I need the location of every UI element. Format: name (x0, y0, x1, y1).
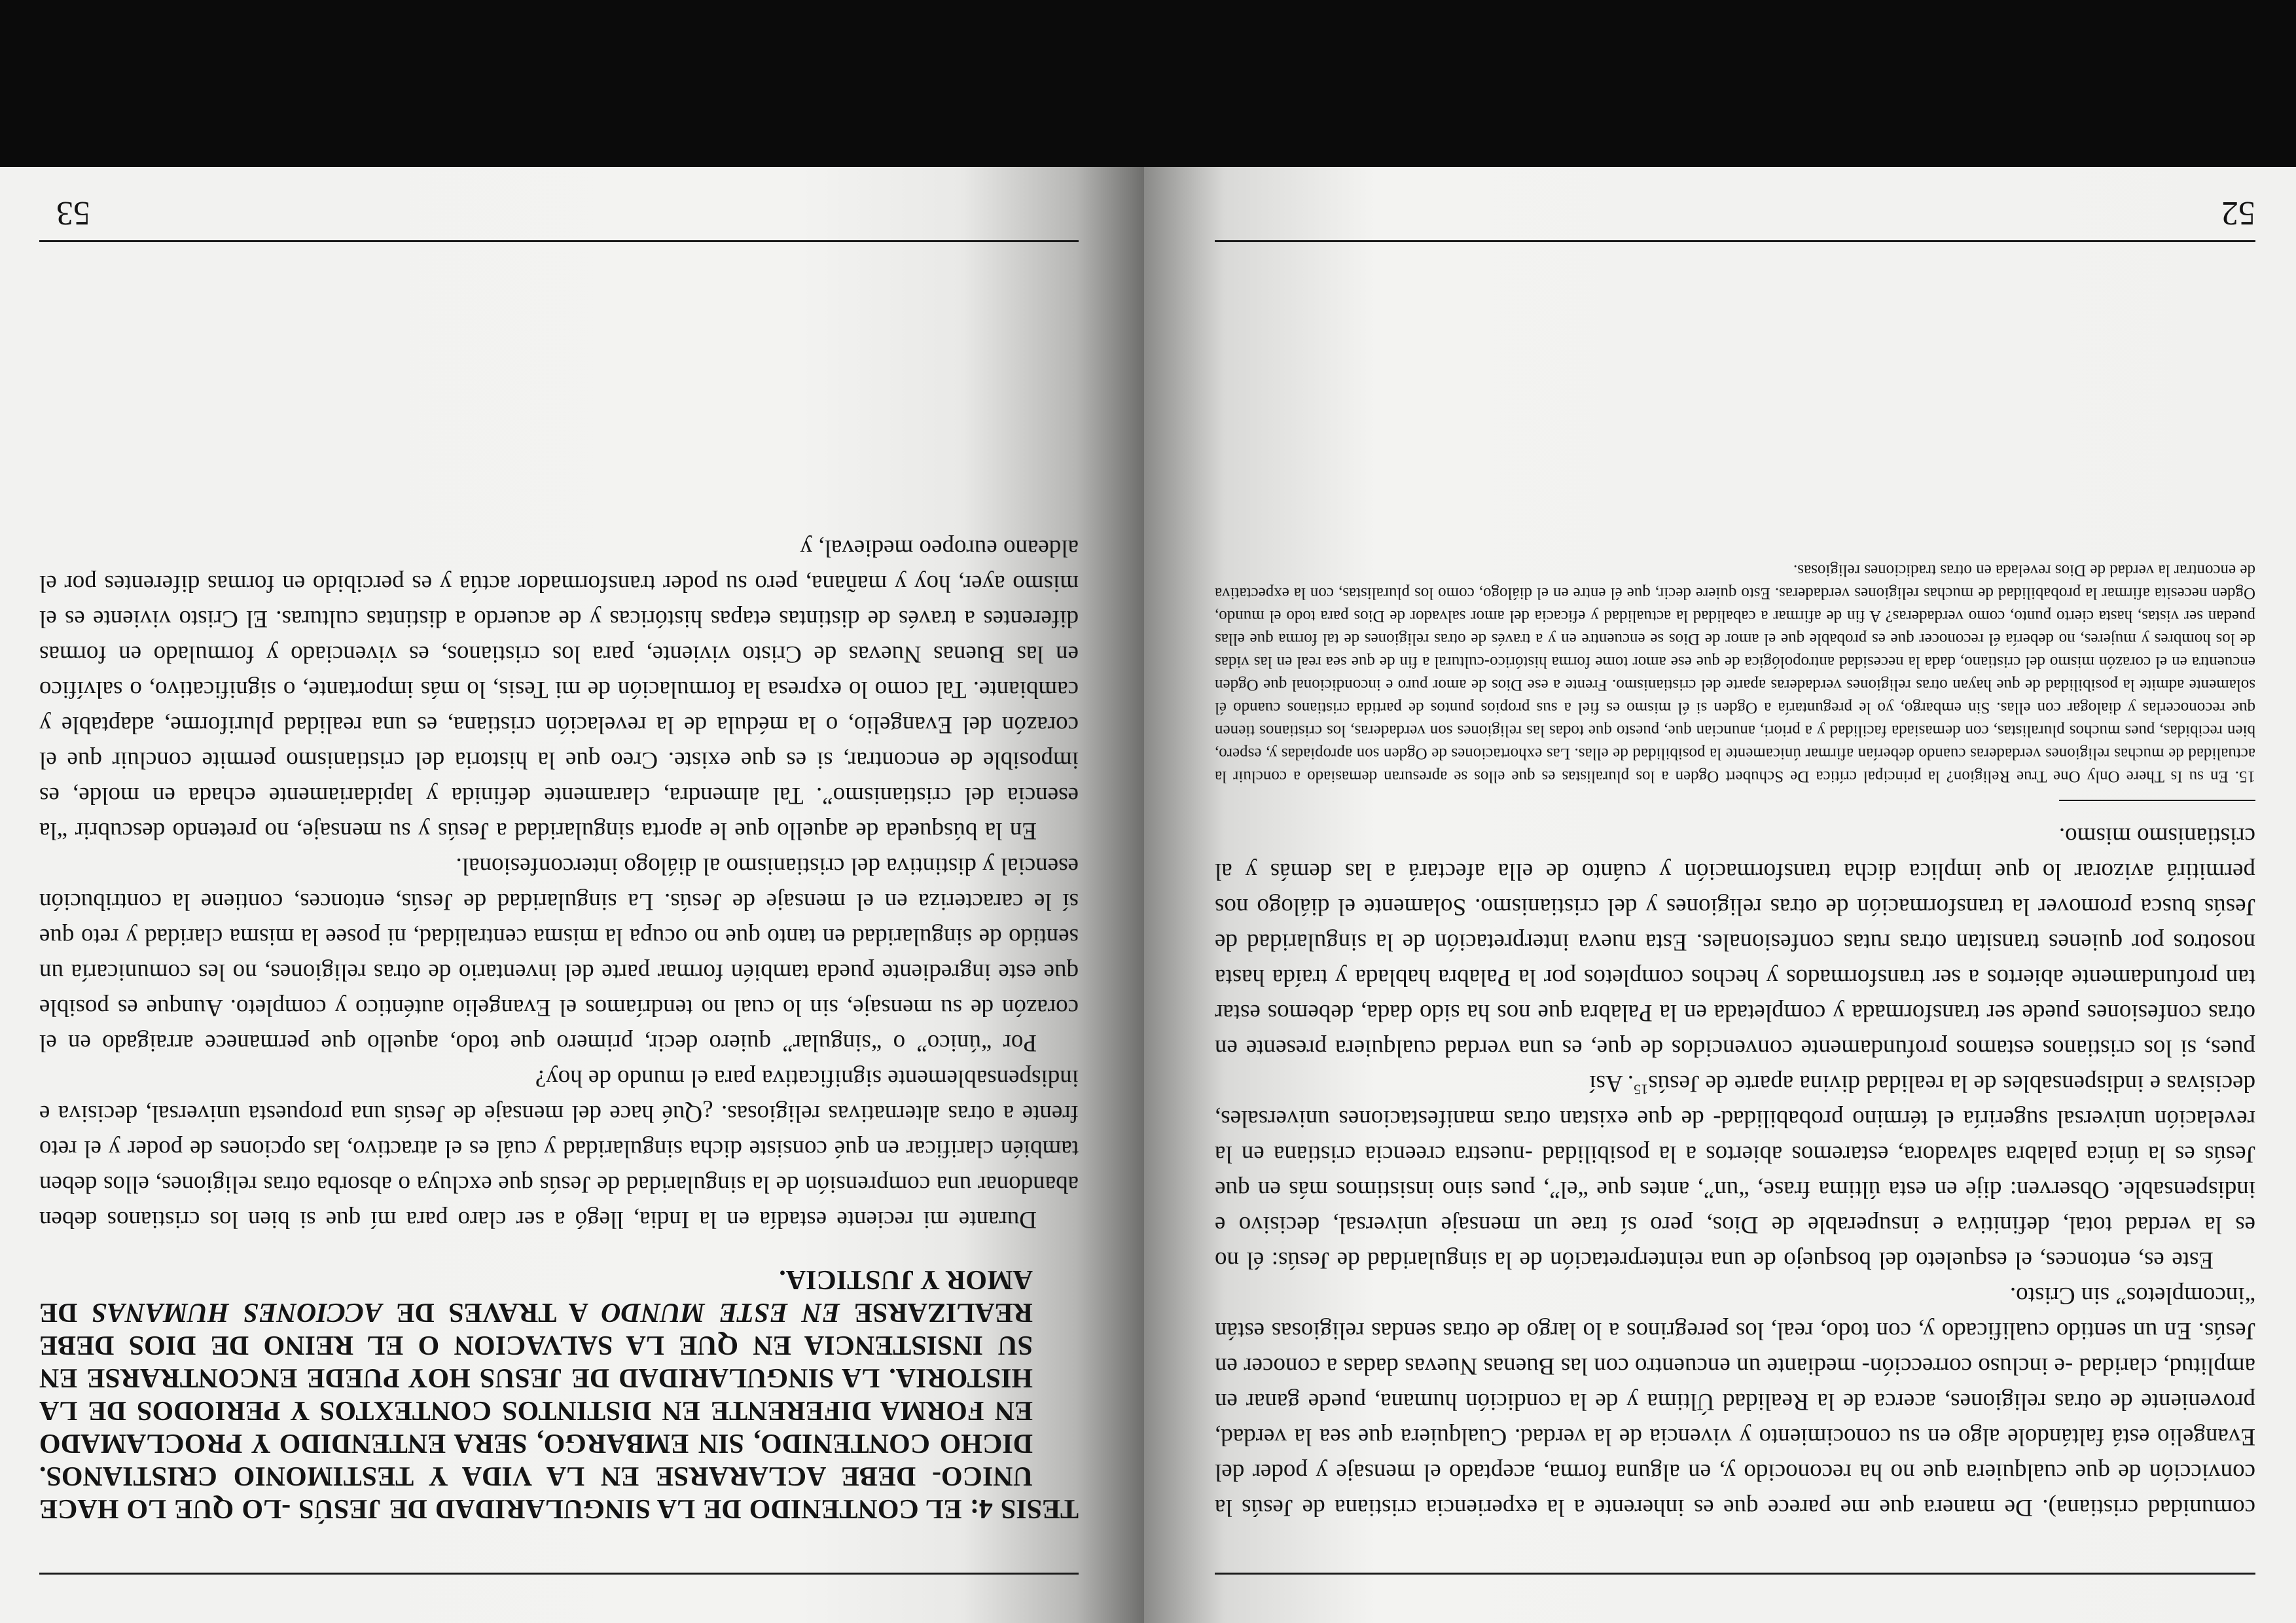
thesis-label: TESIS 4: (969, 1493, 1079, 1524)
paragraph: comunidad cristiana). De manera que me parece que es inherente a la experiencia cristiana de Jesús la convicción de que cualquiera que no ha reconocido y, en alguna forma, aceptado el mensaje y poder del Evangelio está faltándole algo en su conocimiento y vivencia de la verdad. Cualquiera que sea la verdad, proveniente de otras religiones, acerca de la Realidad Última y de la condición humana, puede ganar en amplitud, claridad -e incluso corrección- mediante un encuentro con las Buenas Nuevas dadas a conocer en Jesús. En un sentido cualificado y, con todo, real, los peregrinos a lo largo de otras sendas religiosas están “incompletos” sin Cristo. (1215, 1282, 2255, 1521)
thesis-text: EL CONTENIDO DE LA SINGULARIDAD DE JESÚS -LO QUE LO HACE UNICO- DEBE ACLARARSE EN LA VIDA Y TESTIMONIO CRISTIANOS. DICHO CONTENIDO, SIN EMBARGO, SERA ENTENDIDO Y PROCLAMADO EN FORMA DIFERENTE EN DISTINTOS CONTEXTOS Y PERIODOS DE LA HISTORIA. LA SINGULARIDAD DE JESUS HOY PUEDE ENCONTRARSE EN SU INSISTENCIA EN QUE LA SALVACION O EL REINO DE DIOS DEBE REALIZARSE (39, 1297, 1033, 1524)
bottom-rule (39, 240, 1079, 242)
footnote-rule (2059, 800, 2255, 801)
thesis-emphasis: ACCIONES HUMANAS (91, 1297, 382, 1327)
paragraph: Durante mi reciente estadía en la India, llegó a ser claro para mí que si bien los cristianos deben abandonar una comprensión de la singularidad de Jesús que excluya o absorba otras religiones, ellos deben también clarificar en qué consiste dicha singularidad y cuál es el atractivo, las opciones de poder y el reto frente a otras alternativas religiosas. ¿Qué hace del mensaje de Jesús una propuesta universal, decisiva e indispensablemente significativa para el mundo de hoy? (39, 1065, 1079, 1233)
bottom-rule (1215, 240, 2255, 242)
top-rule (39, 1573, 1079, 1575)
page-53-text (39, 530, 1079, 1525)
paragraph (1215, 1065, 2255, 1277)
thesis-emphasis: EN ESTE MUNDO (601, 1297, 840, 1327)
thesis-text: DE AMOR Y JUSTICIA. (39, 1264, 1033, 1327)
paragraph-text: Este es, entonces, el esqueleto del bosquejo de una reinterpretación de la singularidad de Jesús: él no es la verdad total, definitiva e insuperable de Dios, pero sí trae un mensaje universal, decisivo e indispensable. Observen: dije en esta última frase, “un”, antes que “el”, pues sino insistimos más en que Jesús es la única palabra salvadora, estaremos abiertos a la posibilidad -nuestra creencia cristiana en la revelación universal sugeriría el término probabilidad- de que existan otras manifestaciones universales, decisivas e indispensables de la realidad divina aparte de Jesús (1215, 1070, 2255, 1274)
thesis-text: A TRAVES DE (382, 1297, 601, 1327)
paragraph-tail: . Así (1589, 1070, 1634, 1097)
page-number: 52 (2221, 194, 2255, 232)
page-52 (1144, 167, 2296, 1623)
thesis-heading (39, 1263, 1079, 1525)
paragraph: En la búsqueda de aquello que le aporta singularidad a Jesús y su mensaje, no pretendo descubrir “la esencia del cristianismo”. Tal almendra, claramente definida y lapidariamente echada en molde, es imposible de encontrar, si es que existe. Creo que la historia del cristianismo permite concluir que el corazón del Evangelio, o la médula de la revelación cristiana, es una realidad pluriforme, adaptable y cambiante. Tal como lo expresa la formulación de mi Tesis, lo más importante, o significativo, o salvífico en las Buenas Nuevas de Cristo viviente, para los cristianos, es vivenciado y formulado en formas diferentes a través de distintas etapas históricas y de acuerdo a distintas culturas. El Cristo viviente es el mismo ayer, hoy y mañana, pero su poder transformador actúa y es percibido en formas diferentes por el aldeano europeo medieval, y (39, 535, 1079, 844)
page-52-text (1215, 559, 2255, 1525)
footnote-text: 15. En su Is There Only One True Religion? la principal crítica De Schubert Ogden a los pluralistas es que ellos se apresuran demasiado a concluir la actualidad de muchas religiones verdaderas cuando deberían afirmar únicamente la posibilidad de ellas. Las exhortaciones de Ogden son apropiadas y, espero, bien recibidas, pues muchos pluralistas, con demasiada facilidad y a priori, anuncian que, puesto que todas las religiones son verdaderas, los cristianos tienen que reconocerlas y dialogar con ellas. Sin embargo, yo le preguntaría a Ogden si él mismo es fiel a sus propios puntos de partida cristianos cuando él solamente admite la posibilidad de que hayan otras religiones verdaderas aparte del cristianismo. Frente a ese Dios de amor puro e incondicional que Ogden encuentra en el corazón mismo del cristiano, dada la necesidad antropológica de que ese amor tome forma histórico-cultural a fin de que sea real en las vidas de los hombres y mujeres, no debería él reconocer que es probable que el amor de Dios se encuentre en y a través de otras religiones de tal forma que ellas puedan ser vistas, hasta cierto punto, como verdaderas? A fin de afirmar a cabalidad la actualidad y eficacia del amor salvador de Dios para todo el mundo, Ogden necesita afirmar la probabilidad de muchas religiones verdaderas. Esto quiere decir, que él entre en el diálogo, como los pluralistas, con la expectativa de encontrar la verdad de Dios revelada en otras tradiciones religiosas. (1215, 562, 2255, 785)
footnote (1215, 559, 2255, 788)
paragraph: Por “único” o “singular” quiero decir, primero que todo, aquello que permanece arraigado en el corazón de su mensaje, sin lo cual no tendríamos el Evangelio auténtico y completo. Aunque es posible que este ingrediente pueda también formar parte del inventario de otras religiones, no les comunicaría un sentido de singularidad en tanto que no ocupa la misma centralidad, ni posee la misma claridad y reto que sí le caracteriza en el mensaje de Jesús. La singularidad de Jesús, entonces, contiene la contribución esencial y distintiva del cristianismo al diálogo interconfesional. (39, 853, 1079, 1056)
top-rule (1215, 1573, 2255, 1575)
page-53 (0, 167, 1144, 1623)
page-number: 53 (56, 194, 90, 232)
paragraph: pues, si los cristianos estamos profundamente convencidos de que, es una verdad cualquiera presente en otras confesiones puede ser transformada y completada en la Palabra que nos ha sido dada, debemos estar tan profundamente abiertos a ser transformados y hechos completos por la Palabra hablada y traída hasta nosotros por quienes transitan otras rutas confesionales. Esta nueva interpretación de la singularidad de Jesús busca promover la transformación de otras religiones y del cristianismo. Solamente el diálogo nos permitirá avizorar lo que implica dicha transformación y cuánto de ella afectará a las demás y al cristianismo mismo. (1215, 823, 2255, 1061)
footnote-ref: 15 (1634, 1081, 1649, 1098)
